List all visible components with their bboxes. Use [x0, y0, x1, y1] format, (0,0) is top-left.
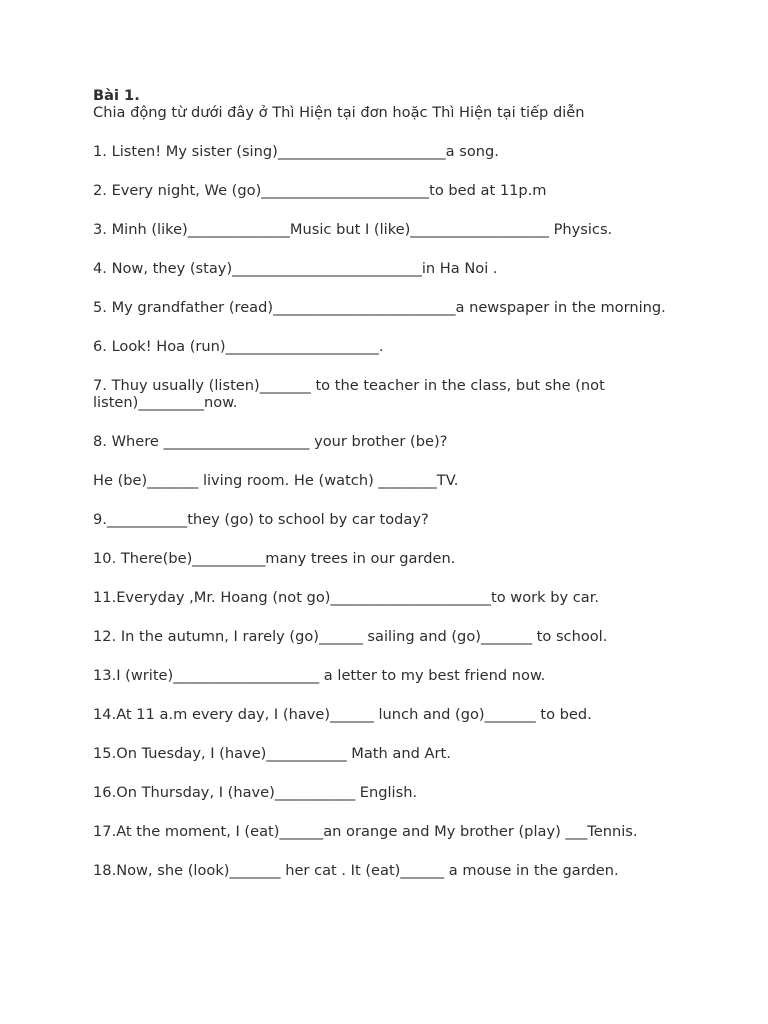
- exercise-item-2: 2. Every night, We (go)_______________________to bed at 11p.m: [93, 182, 547, 199]
- exercise-content: [93, 87, 683, 901]
- exercise-item-15: 15.On Tuesday, I (have)___________ Math and Art.: [93, 745, 451, 762]
- exercise-item-1: 1. Listen! My sister (sing)_______________________a song.: [93, 143, 499, 160]
- exercise-item-5: 5. My grandfather (read)_________________________a newspaper in the morning.: [93, 299, 666, 316]
- exercise-item-14: 14.At 11 a.m every day, I (have)______ lunch and (go)_______ to bed.: [93, 706, 592, 723]
- exercise-item-16: 16.On Thursday, I (have)___________ English.: [93, 784, 418, 801]
- exercise-item-9: 9.___________they (go) to school by car today?: [93, 511, 429, 528]
- exercise-item-13: 13.I (write)____________________ a letter to my best friend now.: [93, 667, 546, 684]
- exercise-item-10: 10. There(be)__________many trees in our garden.: [93, 550, 456, 567]
- exercise-item-4: 4. Now, they (stay)__________________________in Ha Noi .: [93, 260, 498, 277]
- exercise-item-3: 3. Minh (like)______________Music but I (like)___________________ Physics.: [93, 221, 613, 238]
- exercise-item-17: 17.At the moment, I (eat)______an orange and My brother (play) ___Tennis.: [93, 823, 638, 840]
- exercise-item-8-continued: He (be)_______ living room. He (watch) ________TV.: [93, 472, 459, 489]
- exercise-item-12: 12. In the autumn, I rarely (go)______ sailing and (go)_______ to school.: [93, 628, 608, 645]
- exercise-item-7: 7. Thuy usually (listen)_______ to the teacher in the class, but she (not listen)_________now.: [93, 377, 610, 411]
- exercise-instruction: Chia động từ dưới đây ở Thì Hiện tại đơn hoặc Thì Hiện tại tiếp diễn: [93, 104, 585, 121]
- exercise-item-11: 11.Everyday ,Mr. Hoang (not go)______________________to work by car.: [93, 589, 600, 606]
- exercise-item-6: 6. Look! Hoa (run)_____________________.: [93, 338, 384, 355]
- exercise-item-8: 8. Where ____________________ your brother (be)?: [93, 433, 448, 450]
- exercise-item-18: 18.Now, she (look)_______ her cat . It (eat)______ a mouse in the garden.: [93, 862, 619, 879]
- exercise-title: Bài 1.: [93, 87, 140, 104]
